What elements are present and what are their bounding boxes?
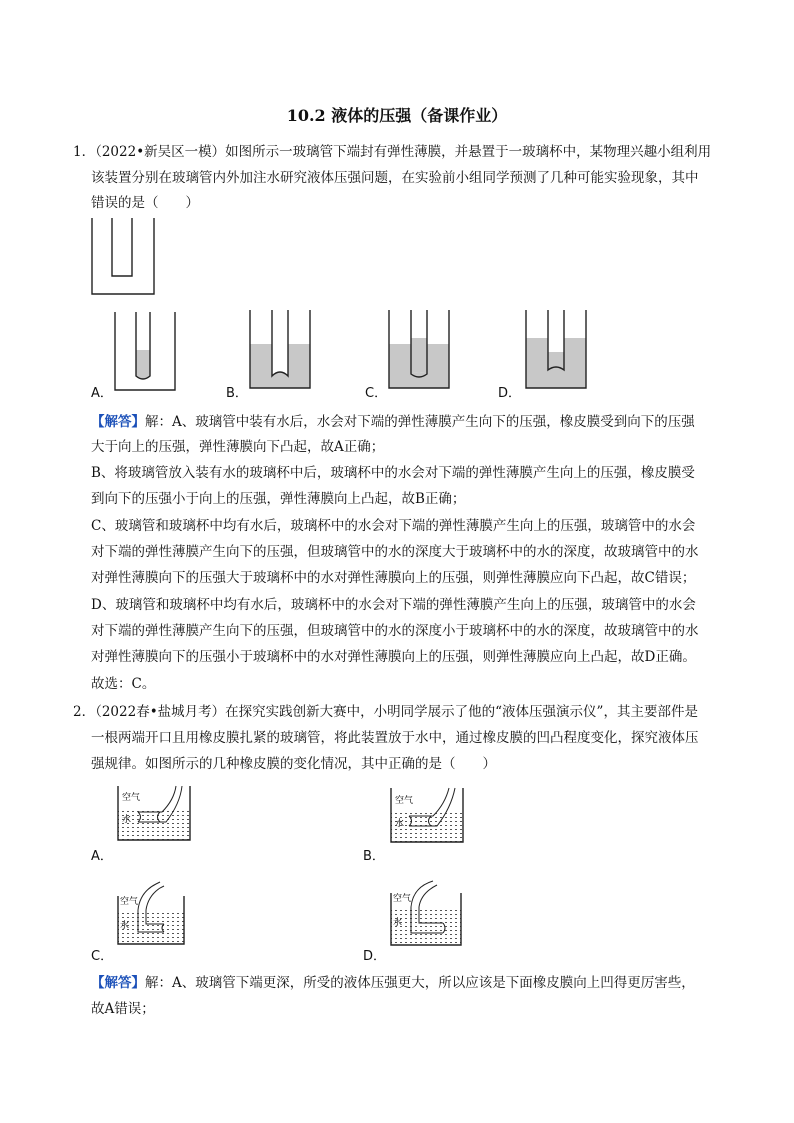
q1-answer-line-5: C、玻璃管和玻璃杯中均有水后，玻璃杯中的水会对下端的弹性薄膜产生向上的压强，玻璃管中的水会 xyxy=(91,518,696,534)
q1-figure-b xyxy=(248,310,313,390)
q1-option-d[interactable]: D． xyxy=(498,386,522,401)
q2-answer-line-2: 故A错误； xyxy=(91,1001,155,1017)
q1-option-a[interactable]: A． xyxy=(91,386,113,401)
q1-option-c[interactable]: C． xyxy=(365,386,388,401)
q2-d-water-label: 水 xyxy=(393,918,403,928)
q1-answer-line-7: 对弹性薄膜向下的压强大于玻璃杯中的水对弹性薄膜向上的压强，则弹性薄膜应向下凸起，故C错误； xyxy=(91,570,696,586)
answer-tag: 【解答】 xyxy=(91,975,145,991)
q1-figure-c xyxy=(387,310,452,390)
q1-setup-figure xyxy=(90,218,160,298)
q1-line-1: 1．（2022•新吴区一模）如图所示一玻璃管下端封有弹性薄膜，并悬置于一玻璃杯中，某物理兴趣小组利用 xyxy=(73,144,712,160)
q2-option-d[interactable]: D． xyxy=(363,949,387,964)
answer-tag: 【解答】 xyxy=(91,414,145,430)
q1-answer-line-4: 到向下的压强小于向上的压强，弹性薄膜向上凸起，故B正确； xyxy=(91,491,466,507)
q2-answer-line-1 xyxy=(91,973,725,993)
q2-figure-d xyxy=(389,877,469,947)
q2-line-3: 强规律。如图所示的几种橡皮膜的变化情况，其中正确的是（ ） xyxy=(91,756,496,772)
q2-figure-b xyxy=(389,788,469,844)
q1-figure-a xyxy=(113,312,178,392)
q1-answer-line-6: 对下端的弹性薄膜产生向下的压强，但玻璃管中的水的深度大于玻璃杯中的水的深度，故玻璃管中的水 xyxy=(91,544,699,560)
q2-a-air-label: 空气 xyxy=(122,793,141,803)
q2-option-a[interactable]: A． xyxy=(91,849,113,864)
q2-line-1: 2．（2022春•盐城月考）在探究实践创新大赛中，小明同学展示了他的“液体压强演示仪”，其主要部件是 xyxy=(73,704,698,720)
q2-option-b[interactable]: B． xyxy=(363,849,385,864)
q1-answer-line-8: D、玻璃管和玻璃杯中均有水后，玻璃杯中的水会对下端的弹性薄膜产生向上的压强，玻璃管中的水会 xyxy=(91,597,696,613)
q1-answer-line-1 xyxy=(91,412,725,432)
answer-text: 解：A、玻璃管中装有水后，水会对下端的弹性薄膜产生向下的压强，橡皮膜受到向下的压强 xyxy=(145,414,695,430)
q2-figure-a xyxy=(116,786,196,842)
q1-answer-line-9: 对下端的弹性薄膜产生向下的压强，但玻璃管中的水的深度小于玻璃杯中的水的深度，故玻璃管中的水 xyxy=(91,623,699,639)
page-title: 10.2 液体的压强（备课作业） xyxy=(286,106,508,125)
q1-option-b[interactable]: B． xyxy=(226,386,248,401)
q2-figure-c xyxy=(116,880,196,946)
q1-answer-line-2: 大于向上的压强，弹性薄膜向下凸起，故A正确； xyxy=(91,439,385,455)
q1-line-3: 错误的是（ ） xyxy=(91,195,199,211)
q2-c-water-label: 水 xyxy=(120,921,130,931)
q2-option-c[interactable]: C． xyxy=(91,949,114,964)
q2-b-water-label: 水 xyxy=(395,819,405,829)
q2-a-water-label: 水 xyxy=(122,815,132,825)
q1-line-2: 该装置分别在玻璃管内外加注水研究液体压强问题，在实验前小组同学预测了几种可能实验现象，其中 xyxy=(91,170,699,186)
q2-d-air-label: 空气 xyxy=(393,894,412,904)
q2-line-2: 一根两端开口且用橡皮膜扎紧的玻璃管，将此装置放于水中，通过橡皮膜的凹凸程度变化，探究液体压 xyxy=(91,730,699,746)
q2-b-air-label: 空气 xyxy=(395,796,414,806)
q2-c-air-label: 空气 xyxy=(120,897,139,907)
q1-answer-line-10: 对弹性薄膜向下的压强小于玻璃杯中的水对弹性薄膜向上的压强，则弹性薄膜应向上凸起，故D正确。 xyxy=(91,649,696,665)
answer-text: 解：A、玻璃管下端更深，所受的液体压强更大，所以应该是下面橡皮膜向上凹得更厉害些， xyxy=(145,975,695,991)
q1-figure-d xyxy=(524,310,589,390)
q1-answer-line-11: 故选：C。 xyxy=(91,676,156,692)
q1-answer-line-3: B、将玻璃管放入装有水的玻璃杯中后，玻璃杯中的水会对下端的弹性薄膜产生向上的压强，橡皮膜受 xyxy=(91,465,695,481)
